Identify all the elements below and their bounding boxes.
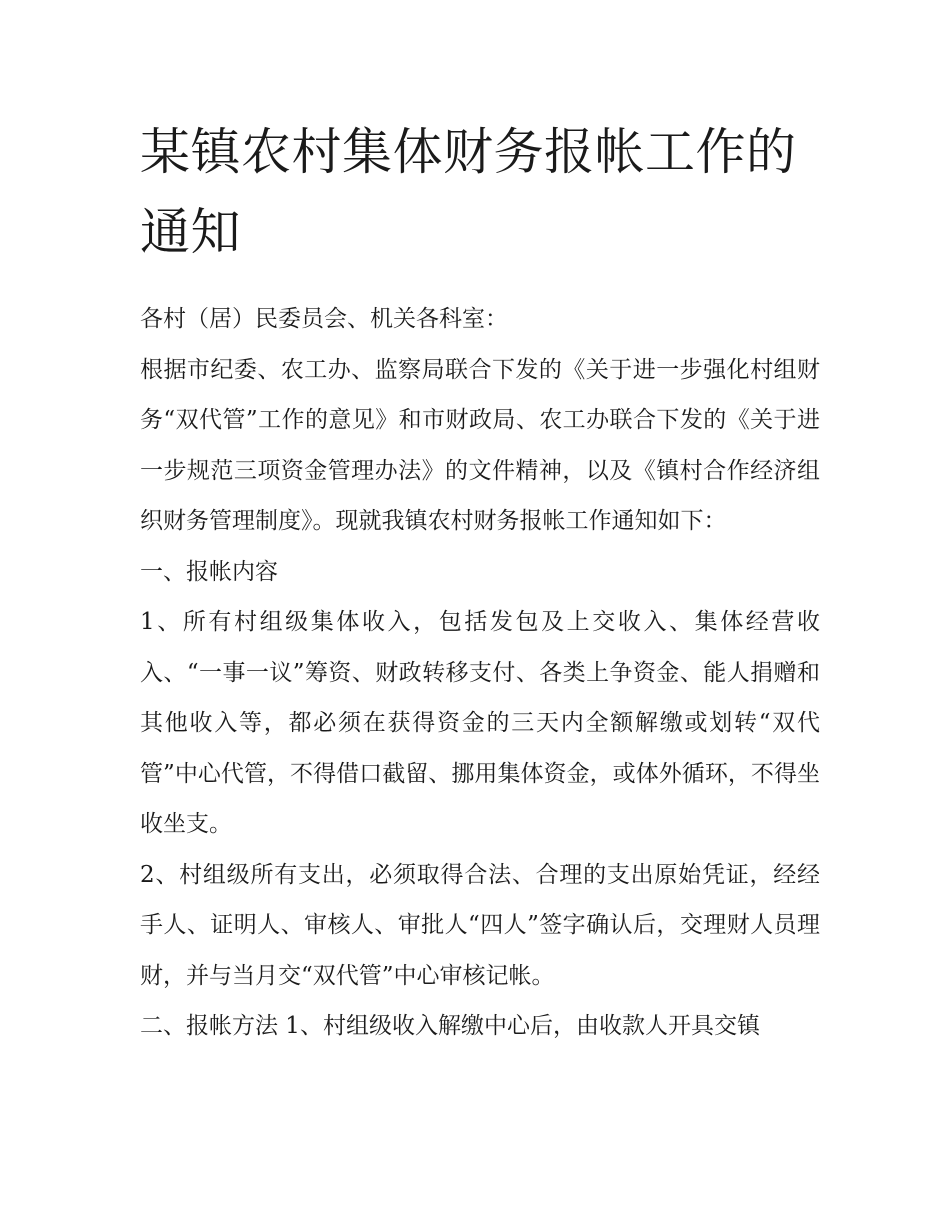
section-heading-1: 一、报帐内容	[140, 558, 278, 585]
document-page	[140, 112, 820, 1052]
paragraph-item-1: 1、所有村组级集体收入，包括发包及上交收入、集体经营收入、“一事一议”筹资、财政转移支付、各类上争资金、能人捐赠和其他收入等，都必须在获得资金的三天内全额解缴或划转“双代管”中心代管，不得借口截留、挪用集体资金，或体外循环，不得坐收坐支。	[140, 609, 820, 837]
paragraph-intro: 根据市纪委、农工办、监察局联合下发的《关于进一步强化村组财务“双代管”工作的意见》和市财政局、农工办联合下发的《关于进一步规范三项资金管理办法》的文件精神，以及《镇村合作经济组织财务管理制度》。现就我镇农村财务报帐工作通知如下：	[140, 356, 820, 534]
section-heading-2: 二、报帐方法 1、村组级收入解缴中心后，由收款人开具交镇	[140, 1013, 760, 1039]
paragraph-item-2: 2、村组级所有支出，必须取得合法、合理的支出原始凭证，经经手人、证明人、审核人、审批人“四人”签字确认后，交理财人员理财，并与当月交“双代管”中心审核记帐。	[140, 861, 820, 989]
salutation: 各村（居）民委员会、机关各科室：	[140, 306, 508, 332]
document-title: 某镇农村集体财务报帐工作的通知	[140, 123, 797, 261]
